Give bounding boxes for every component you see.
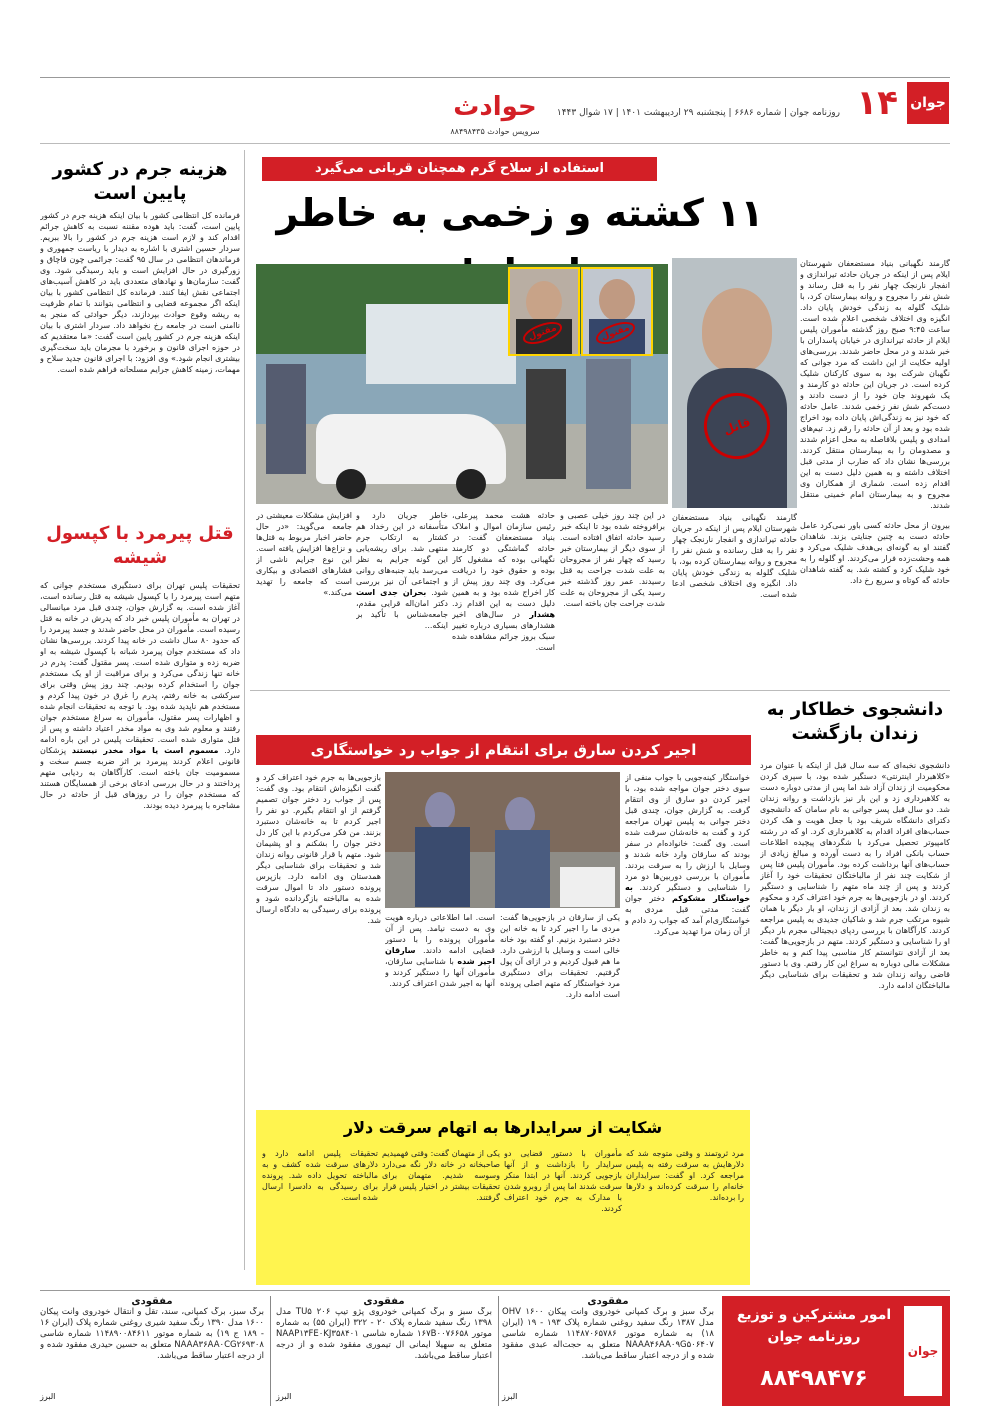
victim1-photo — [581, 267, 653, 356]
lost1-heading: مفقودی — [587, 1296, 629, 1307]
main-story-col3: خاطر جریان دارد و متأسفانه در این رخداد هم کشتار به ارتکاب جرم منتهی شد. برای ریشه‌یابی این گونه جرایم به نظر می‌رسد باید جنبه‌های روانی و اجتماعی آن نیز بررسی شود. بحران جدی است دکتر امان‌اله قرایی مقدم، جامعه‌شناس با تأکید بر اینکه... — [356, 511, 448, 630]
ad-logo — [904, 1306, 942, 1396]
revenge-photo — [385, 772, 620, 908]
left-title1: هزینه جرم در کشور پایین است — [52, 159, 228, 204]
dollar-box — [256, 1110, 750, 1285]
revenge-col4: بازجویی‌ها به جرم خود اعتراف کرد و گفت انگیزه‌اش انتقام بود. وی گفت: پس از جواب رد دختر جوان تصمیم گرفتم از او انتقام بگیرم. دو نفر را اجیر کردم تا به خانه‌شان دستبرد بزنند. من فکر می‌کردم با این کار دل دختر جوان را بشکنم و او پشیمان شود. متهم با قرار قانونی روانه زندان شد و تحقیقات برای شناسایی دیگر همدستان وی ادامه دارد. بازپرس پرونده دستور داد تا اموال سرقت شده به مالباخته بازگردانده شود و پرونده برای رسیدگی به دادگاه ارسال شد. — [256, 773, 381, 925]
subhead-alarm: هشدار — [529, 610, 555, 619]
main-story-col-right-lower: بیرون از محل حادثه کسی باور نمی‌کرد عامل حادثه دست به چنین جنایتی بزند. شاهدان گفتند او به گونه‌ای بی‌هدف شلیک می‌کرد و همه وحشت‌زده فرار می‌کردند. او گلوله را به خود شلیک کرد و کشته شد. به گفته شاهدان حادثه گه کوتاه و سریع رخ داد. — [800, 521, 950, 585]
dollar-title: شکایت از سرایدارها به اتهام سرقت دلار — [343, 1118, 663, 1137]
revenge-col3: است. اما اطلاعاتی درباره هویت وی به دست نیامد. پس از آن مأموران پرونده را با دستور قضایی ادامه دادند. سارقان اجیر شده با شناسایی سارقان، مأموران آنها را دستگیر کردند و آنها به اجیر شدن اعتراف کردند. — [385, 913, 495, 988]
revenge-col2: یکی از سارقان در بازجویی‌ها گفت: مردی ما را اجیر کرد تا به خانه این دختر دستبرد بزنیم. او گفته بود خانه خالی است و وسایل با ارزشی دارد. ما هم قبول کردیم و در ازای آن پول گرفتیم. تحقیقات برای دستگیری مرد خواستگار که متهم اصلی پرونده است ادامه دارد. — [500, 913, 620, 999]
lost2-text: برگ سبز و برگ کمپانی خودروی پژو تیپ ۲۰۶ TU۵ مدل ۱۳۹۸ رنگ سفید شماره پلاک ۲۰ - ۳۲۲ (ایران ۵۵) به شماره موتور ۱۶۷B۰۰۷۶۶۵۸ شماره شاسی NAAP۱۳FE۰KJ۳۵۸۴۰۱ متعلق به سهیلا ایمانی ال تیموری مفقود شده و از درجه اعتبار ساقط می‌باشد. — [276, 1307, 492, 1361]
main-kicker-text: استفاده از سلاح گرم همچنان قربانی می‌گیرد — [314, 161, 605, 176]
student-text: دانشجوی نخبه‌ای که سه سال قبل از اینکه با عنوان مرد «کلاهبردار اینترنتی» دستگیر شده بود، با سپری کردن محکومیت از زندان آزاد شد اما پس از مدتی دوباره دست به کلاهبرداری زد و این بار نیز بازداشت و روانه زندان شد. دو سال قبل پسر جوانی به نام سامان که دانشجوی دکترای دانشگاه شریف بود با جعل هویت و هک کردن حساب‌های افراد اقدام به کلاهبرداری کرد. او که در رشته کامپیوتر تحصیل می‌کرد با شگردهای پیچیده اطلاعات حساب بانکی افراد را به دست آورده و مبالغ زیادی از حساب‌های آنها برداشت کرده بود. مأموران پلیس فتا پس از شکایت چند نفر از مالباختگان تحقیقات خود را آغاز کردند و پس از چند ماه متهم را شناسایی و دستگیر کردند. او در بازجویی‌ها به جرم خود اعتراف کرد و محکوم به زندان شد. بعد از آزادی از زندان، او بار دیگر با همان شیوه مرتکب جرم شد و شاکیان جدیدی به پلیس مراجعه کردند. کارآگاهان با بررسی ردپای دیجیتالی مجرم بار دیگر او را شناسایی و دستگیر کردند. متهم در بازجویی‌ها گفت: بعد از آزادی نتوانستم کار مناسبی پیدا کنم و به خاطر مشکلات مالی دوباره به سراغ این کار رفتم. وی با دستور قاضی روانه زندان شد و تحقیقات برای شناسایی دیگر مالباختگان ادامه دارد. — [760, 761, 950, 990]
subhead-crisis: بحران جدی است — [356, 588, 427, 597]
killer-photo — [672, 258, 797, 508]
ad-logo-text: جوان — [907, 1344, 939, 1358]
revenge-title-box — [256, 735, 751, 765]
main-story-col-right-upper: گارمند نگهبانی بنیاد مستضعفان شهرستان ایلام پس از اینکه در جریان حادثه تیراندازی و انفجار نارنجک چهار نفر را به قتل رساند و شش نفر را مجروح و روانه بیمارستان کرد، با شلیک گلوله به زندگی خودش پایان داد. انگیزه وی اختلاف شخصی اعلام شده است. ساعت ۹:۴۵ صبح روز گذشته مأموران پلیس ایلام از حادثه تیراندازی در خیابان پاسداران با خبر شدند و در محل حاضر شدند. بررسی‌های اولیه حکایت از این داشت که مرد جوانی که نگهبان شرکت بود به سوی کارکنان شلیک کرده است. در جریان این حادثه دو کارمند و یک شهروند جان خود را از دست دادند و دست‌کم شش نفر زخمی شدند. عامل حادثه که خود نیز به زندگی‌اش پایان داده بود اخراج شده بود و بعد از آن حادثه را رقم زد. تیم‌های امدادی و پلیس بلافاصله به محل اعزام شدند و مصدومان را به بیمارستان منتقل کردند. بررسی‌ها نشان داد که ضارب از مدتی قبل اختلاف داشته و به همین دلیل دست به این اقدام زده است. شماری از همکاران وی مجروح و به بیمارستان امام خمینی منتقل شدند. — [800, 259, 950, 510]
lost3-text: برگ سبز، برگ کمپانی، سند، تقل و انتقال خودروی وانت پیکان ۱۶۰۰ مدل ۱۳۹۰ رنگ سفید شیری روغنی شماره پلاک (ایران ۱۶ - ۱۸۹ ج ۱۹) به شماره موتور ۱۱۴۸۹۰۰۸۴۶۱۱ شماره شاسی NAAA۳۶AA۰CG۲۶۹۳۰۸ متعلق به حسین حیدری مفقود شده و از درجه اعتبار ساقط می‌باشد. — [40, 1307, 264, 1361]
main-headline: ۱۱ کشته و زخمی به خاطر — [276, 191, 764, 235]
revenge-subhead1: به خواستگار مشکوکم — [625, 883, 750, 903]
subscription-ad — [722, 1296, 950, 1406]
left-story1-text: فرمانده کل انتظامی کشور با بیان اینکه هزینه جرم در کشور پایین است، گفت: باید هوده مقننه نسبت به کاهش جرائم اقدام کند و لازم است هزینه جرم در کشور را بالا ببریم. سردار حسین اشتری با اشاره به دیدار با ریاست جمهوری و فرماندهان انتظامی در سال ۹۵ گفت: جرائمی چون قاچاق و زورگیری در حال افزایش است و باید رسیدگی شود. وی گفت: سازمان‌ها و نهادهای متعددی باید در کاهش آسیب‌های اجتماعی نقش ایفا کنند. فرمانده کل انتظامی کشور با بیان اینکه اگر مجموعه قضایی و انتظامی بتوانند با تمام ظرفیت به ریشه وقوع حوادث بپردازند، دیگر حوادثی که منجر به ناامنی است در جامعه رخ نخواهد داد. سردار اشتری با بیان اینکه هزینه جرم در کشور پایین است گفت: «ما معتقدیم که در حوزه اجرای قانون و برخورد با مجرمان باید سخت‌گیری بیشتری انجام شود.» وی افزود: با اجرای قانون جدید سلاح و مهمات، زمینه کاهش جرایم مسلحانه فراهم شده است. — [40, 211, 240, 374]
lost-notice-1 — [502, 1296, 714, 1406]
revenge-subhead2: سارقان اجیر شده — [385, 946, 495, 966]
dollar-text3: یکی از متهمان گفت: وقتی فهمیدیم صاحبخانه در خانه دلار نگه می‌دارد وسوسه شدیم. متهمان برای تحقیقات بیشتر در اختیار پلیس قرار گرفتند. — [382, 1149, 500, 1202]
issue-info: روزنامه جوان | شماره ۶۶۸۶ | پنجشنبه ۲۹ اردیبهشت ۱۴۰۱ | ۱۷ شوال ۱۴۴۳ — [556, 108, 840, 118]
victim2-stamp: مقتول — [520, 317, 565, 348]
left-subhead: مسموم است یا مواد مخدر نیستند — [71, 746, 219, 755]
dollar-text4: تحقیقات پلیس ادامه دارد و دلارهای سرقت شده کشف و به مالباخته تحویل داده شد. پرونده برای رسیدگی به دادسرا ارسال شده است. — [262, 1149, 378, 1202]
victim1-stamp: مقتول — [593, 317, 638, 348]
ad-title: امور مشترکین و توزیع روزنامه جوان — [736, 1307, 892, 1345]
lost3-heading: مفقودی — [131, 1296, 173, 1307]
lost1-city: البرز — [502, 1392, 518, 1401]
main-kicker — [262, 157, 657, 181]
main-story-text-right: گارمند نگهبانی بنیاد مستضعفان شهرستان ایلام پس از اینکه در جریان حادثه تیراندازی و انفجار نارنجک چهار نفر را به قتل رسانده و شش نفر را مجروح و روانه بیمارستان کرده بود، با شلیک گلوله به زندگی خودش پایان داد. انگیزه وی اختلاف شخصی ادعا شده است. — [672, 513, 797, 599]
main-story-col2: حادثه هشت محمد پیرعلی، رئیس سازمان اموال و املاک بنیاد مستضعفان گفت: در حادثه گماشتگی دو کارمند نگهبانی بوده که مشغول کار بوده و حقوق خود را دریافت می‌کرد. وی چند روز پیش از کار اخراج شده بود و به همین دلیل دست به این اقدام زد. هشدار در سال‌های اخیر هشدارهای بسیاری درباره تغییر سبک بروز جرائم مشاهده شده است. — [452, 511, 555, 652]
lost3-city: البرز — [40, 1392, 56, 1401]
main-story-col1: در این چند روز خیلی عصبی و برافروخته شده بود تا اینکه خبر رسید حادثه اتفاق افتاده است. از سوی دیگر از بیمارستان خبر رسید که چهار نفر از مجروحان به علت شدت جراحت به قتل رسیدند. عمر روز گذشته خبر رسید یکی از مجروحان به علت شدت جراحت جان باخته است. — [560, 511, 665, 608]
main-story-col4: افزایش مشکلات معیشتی در جامعه می‌گوید: «در حال حاضر اخبار مربوط به قتل‌ها و نزاع‌ها افزایش یافته است. این نوع جرایم ناشی از فشارهای اقتصادی و بیکاری است که جامعه را تهدید می‌کند.» — [256, 511, 352, 597]
logo-text: جوان — [910, 95, 946, 111]
lost1-text: برگ سبز و برگ کمپانی خودروی وانت پیکان ۱۶۰۰ OHV مدل ۱۳۸۷ رنگ سفید روغنی شماره پلاک ۱۹۳ - ۱۹ (ایران ۱۸) به شماره موتور ۱۱۴۸۷۰۶۵۷۸۶ شماره شاسی NAAA۴۶AA۰۹G۵۰۶۴۰۷ متعلق به حجت‌اله عبدی مفقود شده و از درجه اعتبار ساقط می‌باشد. — [502, 1307, 714, 1361]
section-title: حوادث — [453, 92, 537, 122]
victim2-photo — [508, 267, 580, 356]
lost2-heading: مفقودی — [363, 1296, 405, 1307]
killer-label: قاتل — [721, 414, 753, 438]
service-phone: سرویس حوادث ۸۸۴۹۸۴۳۵ — [450, 127, 540, 136]
student-title: دانشجوی خطاکار به زندان بازگشت — [766, 699, 944, 744]
revenge-title: اجیر کردن سارق برای انتقام از جواب رد خواستگاری — [310, 741, 697, 759]
dollar-text2: مأموران با دستور قضایی دو سرایدار را بازداشت و از آنها بازجویی کردند. آنها در ابتدا منکر سرقت شدند اما پس از روبرو شدن با مدارک به جرم خود اعتراف کردند. — [504, 1149, 622, 1213]
dollar-text1: مرد ثروتمند و وقتی متوجه شد که دلارهایش به سرقت رفته به پلیس مراجعه کرد. او گفت: سرایداران خانه‌ام را سرقت کرده‌اند و دلارها را برده‌اند. — [626, 1149, 744, 1202]
ad-phone: ۸۸۴۹۸۴۷۶ — [760, 1366, 868, 1391]
lost-notice-2 — [276, 1296, 492, 1406]
lost-notice-3 — [40, 1296, 264, 1406]
logo — [907, 82, 949, 124]
page-number: ۱۴ — [856, 83, 898, 123]
lost2-city: البرز — [276, 1392, 292, 1401]
revenge-col-right: خواستگار کینه‌جویی با جواب منفی از سوی دختر جوان مواجه شده بود، با اجیر کردن دو سارق از وی انتقام گرفت. به گزارش جوان، چندی قبل دختر جوانی به پلیس تهران مراجعه کرد و گفت به خانه‌شان سرقت شده است. وی گفت: خانواده‌ام در سفر بودند که سارقان وارد خانه شدند و وسایل با ارزش را به سرقت بردند. مأموران با بررسی دوربین‌ها دو مرد را شناسایی و دستگیر کردند. به خواستگار مشکوکم دختر جوان گفت: مدتی قبل مردی به خواستگاری‌ام آمد که جواب رد دادم و از آن زمان مرا تهدید می‌کرد. — [625, 773, 750, 936]
masthead — [0, 0, 990, 145]
left-story2-text: تحقیقات پلیس تهران برای دستگیری مستخدم جوانی که متهم است پیرمرد را با کپسول شیشه به قتل رسانده است، آغاز شده است. به گزارش جوان، چندی قبل مرد میانسالی در تهران به مأموران پلیس خبر داد که پدرش در خانه به قتل رسیده است. مأموران در محل حاضر شدند و جسد پیرمرد را که حدود ۸۰ سال داشت در خانه پیدا کردند. بررسی‌ها نشان داد که مستخدم جوان پیرمرد شبانه با کپسول شیشه به او ضربه زده و متواری شده است. پسر مقتول گفت: پدرم در خانه تنها زندگی می‌کرد و برای مراقبت از او یک مستخدم جوان را استخدام کرده بودیم. چند روز پیش وقتی برای سرکشی به خانه رفتم، پدرم را غرق در خون پیدا کردم و مستخدم هم ناپدید شده بود. با توجه به تحقیقات انجام شده و اظهارات پسر مقتول، مأموران به سراغ مستخدم جوان رفتند و معلوم شد وی به مواد مخدر اعتیاد داشته و پس از قتل متواری شده است. تحقیقات پلیس در این باره ادامه دارد. مسموم است یا مواد مخدر نیستند پزشکان قانونی اعلام کردند پیرمرد بر اثر ضربه جسم سخت و مسمومیت جان باخته است. کارآگاهان به ردیابی متهم پرداختند و در حال بررسی ادعای برخی از همسایگان هستند که مستخدم جوان را در روزهای قبل از حادثه در حال مشاجره با پیرمرد دیده بودند. — [40, 581, 240, 810]
left-title2: قتل پیرمرد با کپسول شیشه — [46, 523, 234, 568]
